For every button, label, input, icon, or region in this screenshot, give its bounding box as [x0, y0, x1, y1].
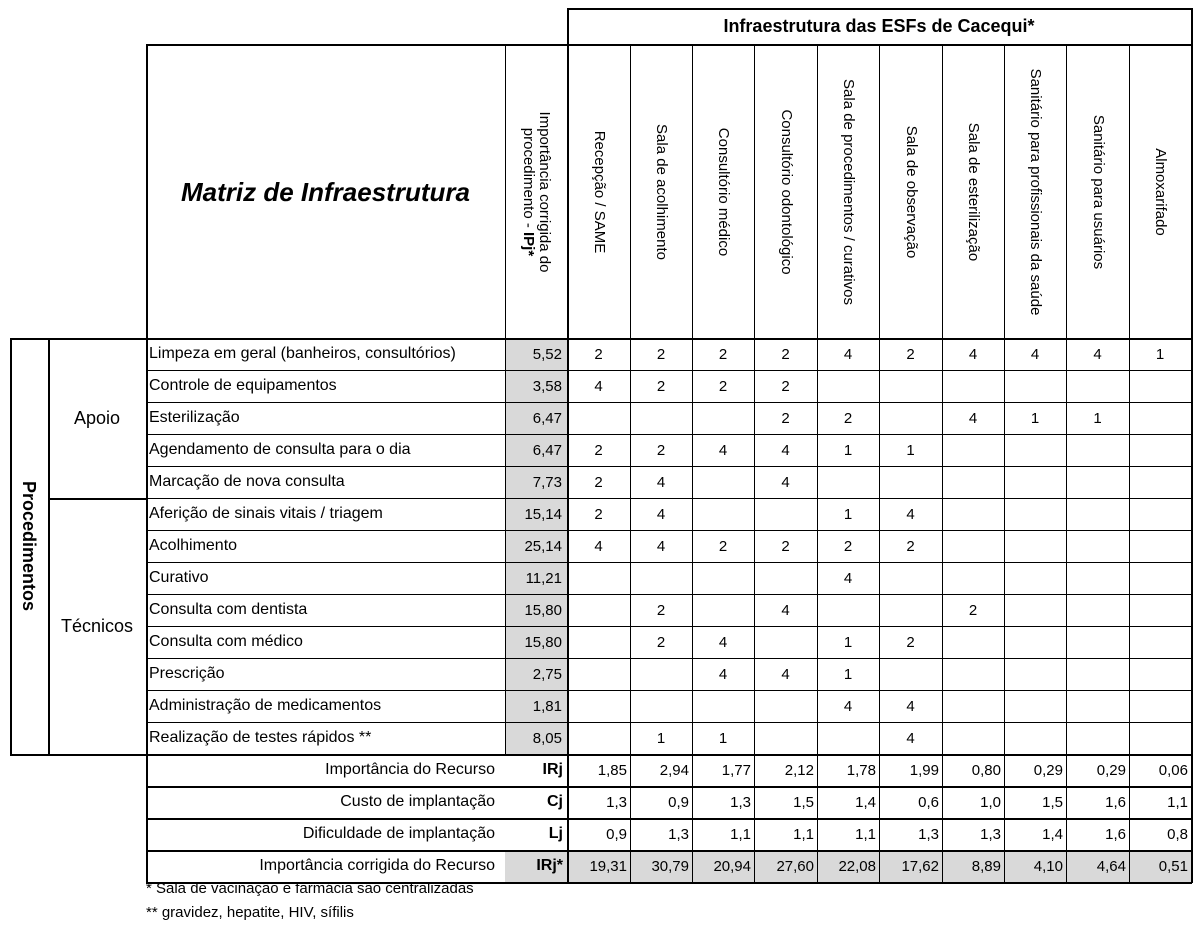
- grid-line: [146, 754, 148, 883]
- ipj-value: 5,52: [505, 338, 567, 370]
- summary-code: Cj: [547, 793, 563, 810]
- column-header-label: Sanitário para profissionais da saúde: [1027, 68, 1044, 316]
- summary-value: 1,0: [980, 793, 1001, 811]
- matrix-cell: [1129, 498, 1191, 530]
- matrix-cell: 4: [906, 697, 915, 715]
- matrix-cell: [630, 562, 692, 594]
- summary-value: 1,5: [793, 793, 814, 811]
- ipj-value: 8,05: [505, 722, 567, 754]
- matrix-cell: [1066, 594, 1129, 626]
- summary-value: 1,85: [597, 761, 627, 779]
- grid-line: [146, 594, 1191, 595]
- matrix-cell: [692, 498, 754, 530]
- matrix-cell: [567, 722, 630, 754]
- summary-value: 1,1: [1167, 793, 1188, 811]
- matrix-cell: [942, 722, 1004, 754]
- ipj-value: 15,80: [505, 626, 567, 658]
- column-header-label: Sala de procedimentos / curativos: [840, 79, 857, 305]
- procedure-label: Controle de equipamentos: [149, 377, 337, 394]
- matrix-cell: [1004, 658, 1066, 690]
- matrix-cell: [1066, 722, 1129, 754]
- matrix-cell: 4: [843, 345, 853, 363]
- matrix-cell: 4: [656, 505, 666, 523]
- grid-line: [146, 338, 148, 755]
- grid-line: [879, 338, 880, 755]
- summary-label: Importância corrigida do Recurso: [259, 857, 495, 874]
- grid-line: [567, 8, 569, 338]
- ipj-value: 15,80: [505, 594, 567, 626]
- matrix-cell: [942, 498, 1004, 530]
- matrix-cell: 2: [781, 345, 790, 363]
- matrix-cell: 2: [594, 505, 603, 523]
- grid-line: [48, 338, 50, 755]
- summary-value: 0,29: [1033, 761, 1063, 779]
- grid-line: [879, 44, 880, 338]
- matrix-cell: 1: [843, 441, 853, 459]
- ipj-value: 15,14: [505, 498, 567, 530]
- procedure-label: Marcação de nova consulta: [149, 473, 345, 490]
- matrix-cell: 4: [906, 505, 915, 523]
- matrix-cell: [942, 690, 1004, 722]
- matrix-cell: [754, 722, 817, 754]
- summary-value: 1,1: [793, 825, 814, 843]
- column-header-label: Sala de acolhimento: [653, 124, 670, 260]
- header-title: Infraestrutura das ESFs de Cacequi*: [723, 15, 1035, 36]
- matrix-cell: 4: [594, 537, 603, 555]
- summary-value: 2,94: [659, 761, 689, 779]
- matrix-cell: 2: [656, 601, 666, 619]
- matrix-cell: 2: [656, 345, 666, 363]
- summary-value: 1,6: [1105, 825, 1126, 843]
- matrix-cell: 1: [843, 633, 853, 651]
- grid-line: [692, 44, 693, 338]
- summary-value: 1,6: [1105, 793, 1126, 811]
- procedure-label: Acolhimento: [149, 537, 238, 554]
- column-header-8: [1066, 46, 1129, 338]
- summary-value: 19,31: [589, 857, 627, 875]
- column-header-label: Sanitário para usuários: [1089, 114, 1107, 270]
- matrix-cell: [1004, 370, 1066, 402]
- matrix-cell: [1004, 466, 1066, 498]
- summary-value: 1,1: [730, 825, 751, 843]
- grid-line: [1066, 338, 1067, 755]
- matrix-cell: 1: [843, 505, 853, 523]
- summary-value: 0,9: [668, 793, 689, 811]
- summary-value: 1,3: [980, 825, 1001, 843]
- summary-value: 0,06: [1158, 761, 1188, 779]
- matrix-cell: [1066, 466, 1129, 498]
- summary-value: 0,29: [1096, 761, 1126, 779]
- matrix-cell: 2: [594, 345, 603, 363]
- summary-value: 0,8: [1167, 825, 1188, 843]
- column-header-2: [692, 46, 754, 338]
- column-header-5: [879, 46, 942, 338]
- grid-line: [692, 754, 693, 883]
- summary-code: IRj*: [536, 857, 563, 874]
- matrix-cell: [1129, 722, 1191, 754]
- matrix-cell: 4: [718, 441, 728, 459]
- matrix-cell: [942, 626, 1004, 658]
- grid-line: [1066, 44, 1067, 338]
- ipj-value: 25,14: [505, 530, 567, 562]
- matrix-cell: [1066, 562, 1129, 594]
- matrix-cell: [1004, 562, 1066, 594]
- matrix-cell: 2: [656, 377, 666, 395]
- procedure-label: Administração de medicamentos: [149, 697, 382, 714]
- matrix-cell: 4: [1093, 345, 1102, 363]
- matrix-cell: 4: [656, 537, 666, 555]
- matrix-cell: 2: [594, 473, 603, 491]
- grid-line: [146, 402, 1191, 403]
- summary-code: IRj: [542, 761, 563, 778]
- matrix-cell: [692, 690, 754, 722]
- column-header-9: [1129, 46, 1191, 338]
- group-label-1: Técnicos: [60, 615, 134, 636]
- matrix-cell: 4: [781, 473, 790, 491]
- summary-value: 1,77: [721, 761, 751, 779]
- grid-line: [1129, 44, 1130, 338]
- matrix-cell: [1066, 658, 1129, 690]
- matrix-cell: 4: [968, 345, 978, 363]
- matrix-cell: [1066, 530, 1129, 562]
- grid-line: [754, 44, 755, 338]
- column-header-1: [630, 46, 692, 338]
- grid-line: [10, 338, 12, 755]
- matrix-cell: [1129, 562, 1191, 594]
- matrix-cell: [1004, 626, 1066, 658]
- matrix-cell: [817, 722, 879, 754]
- summary-value: 1,3: [918, 825, 939, 843]
- matrix-cell: [567, 594, 630, 626]
- grid-line: [1004, 754, 1005, 883]
- matrix-cell: [879, 658, 942, 690]
- procedure-label: Consulta com dentista: [149, 601, 308, 618]
- matrix-cell: 1: [656, 729, 666, 747]
- matrix-cell: 2: [843, 409, 853, 427]
- grid-line: [1004, 44, 1005, 338]
- grid-line: [879, 754, 880, 883]
- matrix-cell: 2: [906, 537, 915, 555]
- grid-line: [146, 850, 1191, 852]
- grid-line: [1191, 8, 1193, 338]
- column-header-4: [817, 46, 879, 338]
- summary-value: 0,6: [918, 793, 939, 811]
- matrix-cell: 2: [718, 377, 728, 395]
- procedimentos-side-label: [10, 338, 48, 754]
- grid-line: [146, 530, 1191, 531]
- grid-line: [146, 818, 1191, 820]
- summary-label: Dificuldade de implantação: [302, 825, 495, 842]
- grid-line: [567, 338, 569, 755]
- grid-line: [48, 498, 146, 500]
- matrix-cell: 4: [843, 569, 853, 587]
- ipj-header-code: IPj*: [520, 232, 537, 257]
- matrix-cell: [1129, 466, 1191, 498]
- matrix-cell: [692, 562, 754, 594]
- matrix-cell: [1066, 370, 1129, 402]
- summary-value: 1,4: [855, 793, 876, 811]
- matrix-cell: [754, 690, 817, 722]
- summary-value: 1,99: [909, 761, 939, 779]
- ipj-value: 3,58: [505, 370, 567, 402]
- matrix-cell: 2: [718, 345, 728, 363]
- procedimentos-label-text: Procedimentos: [19, 480, 39, 612]
- matrix-cell: [942, 562, 1004, 594]
- procedure-label: Curativo: [149, 569, 209, 586]
- matrix-cell: [1129, 690, 1191, 722]
- footnote-2: ** gravidez, hepatite, HIV, sífilis: [146, 904, 354, 921]
- matrix-cell: [1129, 594, 1191, 626]
- matrix-cell: 2: [906, 345, 915, 363]
- matrix-cell: 4: [656, 473, 666, 491]
- ipj-header: [505, 46, 567, 338]
- grid-line: [146, 722, 1191, 723]
- ipj-header-line2-text: procedimento -: [520, 127, 537, 233]
- matrix-cell: [1004, 498, 1066, 530]
- column-header-6: [942, 46, 1004, 338]
- grid-line: [630, 44, 631, 338]
- grid-line: [567, 754, 569, 883]
- matrix-cell: 1: [718, 729, 728, 747]
- matrix-cell: [817, 370, 879, 402]
- ipj-value: 1,81: [505, 690, 567, 722]
- ipj-header-text: [520, 112, 552, 273]
- procedure-label: Limpeza em geral (banheiros, consultórios): [149, 345, 456, 362]
- matrix-cell: [942, 530, 1004, 562]
- summary-value: 22,08: [838, 857, 876, 875]
- grid-line: [146, 44, 148, 338]
- matrix-cell: 1: [843, 665, 853, 683]
- summary-value: 1,1: [855, 825, 876, 843]
- grid-line: [754, 338, 755, 755]
- matrix-cell: [942, 466, 1004, 498]
- matrix-cell: [567, 402, 630, 434]
- grid-line: [630, 754, 631, 883]
- matrix-cell: [630, 690, 692, 722]
- matrix-cell: 4: [781, 601, 790, 619]
- summary-value: 0,80: [971, 761, 1001, 779]
- grid-line: [817, 754, 818, 883]
- ipj-value: 6,47: [505, 434, 567, 466]
- matrix-cell: [567, 626, 630, 658]
- grid-line: [146, 44, 567, 46]
- matrix-cell: 4: [718, 665, 728, 683]
- matrix-cell: 2: [906, 633, 915, 651]
- matrix-cell: [1129, 370, 1191, 402]
- procedure-label: Aferição de sinais vitais / triagem: [149, 505, 383, 522]
- matrix-cell: [1004, 594, 1066, 626]
- ipj-value: 11,21: [505, 562, 567, 594]
- matrix-cell: [879, 402, 942, 434]
- column-header-label: Sala de observação: [902, 125, 920, 259]
- procedure-label: Esterilização: [149, 409, 240, 426]
- matrix-cell: 1: [906, 441, 915, 459]
- matrix-cell: 2: [656, 441, 666, 459]
- grid-line: [146, 498, 1191, 499]
- matrix-cell: 2: [843, 537, 853, 555]
- matrix-cell: [1066, 498, 1129, 530]
- grid-line: [817, 44, 818, 338]
- matrix-cell: [817, 466, 879, 498]
- grid-line: [1129, 754, 1130, 883]
- matrix-cell: [1129, 434, 1191, 466]
- column-header-label: Almoxarifado: [1152, 148, 1169, 236]
- grid-line: [1066, 754, 1067, 883]
- matrix-cell: [1129, 402, 1191, 434]
- matrix-cell: [567, 658, 630, 690]
- grid-line: [817, 338, 818, 755]
- matrix-cell: 4: [594, 377, 603, 395]
- ipj-header-line1: Importância corrigida do: [536, 111, 553, 273]
- matrix-cell: [879, 562, 942, 594]
- summary-value: 0,51: [1158, 857, 1188, 875]
- grid-line: [146, 434, 1191, 435]
- ipj-value: 7,73: [505, 466, 567, 498]
- summary-value: 1,3: [668, 825, 689, 843]
- procedure-label: Prescrição: [149, 665, 225, 682]
- matrix-cell: [942, 434, 1004, 466]
- matrix-cell: [567, 690, 630, 722]
- grid-line: [942, 338, 943, 755]
- matrix-cell: [567, 562, 630, 594]
- grid-line: [146, 786, 1191, 788]
- summary-value: 8,89: [971, 857, 1001, 875]
- summary-value: 1,3: [606, 793, 627, 811]
- matrix-cell: 2: [968, 601, 978, 619]
- matrix-cell: 1: [1030, 409, 1040, 427]
- matrix-cell: 1: [1093, 409, 1102, 427]
- grid-line: [10, 338, 1192, 340]
- grid-line: [146, 658, 1191, 659]
- matrix-cell: [630, 658, 692, 690]
- matrix-cell: 4: [781, 441, 790, 459]
- matrix-cell: [942, 370, 1004, 402]
- matrix-cell: [1066, 626, 1129, 658]
- matrix-cell: [1129, 658, 1191, 690]
- grid-line: [146, 466, 1191, 467]
- matrix-cell: 4: [906, 729, 915, 747]
- matrix-cell: [754, 498, 817, 530]
- summary-value: 30,79: [651, 857, 689, 875]
- summary-value: 1,5: [1042, 793, 1063, 811]
- column-header-label: Consultório odontológico: [777, 109, 795, 275]
- matrix-cell: 4: [1030, 345, 1040, 363]
- matrix-cell: [1129, 530, 1191, 562]
- grid-line: [630, 338, 631, 755]
- matrix-cell: 2: [781, 409, 790, 427]
- matrix-cell: 4: [781, 665, 790, 683]
- matrix-cell: 2: [781, 537, 790, 555]
- grid-line: [692, 338, 693, 755]
- grid-line: [942, 44, 943, 338]
- matrix-cell: [754, 626, 817, 658]
- ipj-value: 6,47: [505, 402, 567, 434]
- matrix-cell: [1004, 690, 1066, 722]
- summary-label: Custo de implantação: [340, 793, 495, 810]
- summary-value: 4,10: [1033, 857, 1063, 875]
- grid-line: [1191, 754, 1193, 883]
- matrix-cell: [879, 370, 942, 402]
- ipj-value: 2,75: [505, 658, 567, 690]
- summary-value: 20,94: [713, 857, 751, 875]
- summary-label: Importância do Recurso: [325, 761, 495, 778]
- procedure-label: Agendamento de consulta para o dia: [149, 441, 411, 458]
- summary-value: 1,4: [1042, 825, 1063, 843]
- summary-value: 2,12: [784, 761, 814, 779]
- matrix-cell: 1: [1155, 345, 1165, 363]
- column-header-0: [567, 46, 630, 338]
- matrix-cell: [692, 466, 754, 498]
- matrix-cell: 2: [781, 377, 790, 395]
- column-header-label: Recepção / SAME: [590, 130, 608, 254]
- matrix-cell: [879, 466, 942, 498]
- grid-line: [505, 338, 506, 755]
- column-header-3: [754, 46, 817, 338]
- grid-line: [146, 370, 1191, 371]
- matrix-cell: 4: [718, 633, 728, 651]
- matrix-cell: [942, 658, 1004, 690]
- column-header-label: Sala de esterilização: [965, 122, 982, 262]
- summary-value: 1,78: [846, 761, 876, 779]
- procedure-label: Consulta com médico: [149, 633, 303, 650]
- summary-value: 4,64: [1096, 857, 1126, 875]
- grid-line: [1004, 338, 1005, 755]
- summary-code: Lj: [548, 825, 563, 842]
- group-label-0: Apoio: [73, 407, 121, 428]
- ipj-header-line2: [520, 112, 536, 273]
- column-header-label: Consultório médico: [715, 127, 732, 257]
- procedure-label: Realização de testes rápidos **: [149, 729, 372, 746]
- matrix-cell: 2: [656, 633, 666, 651]
- matrix-cell: 2: [718, 537, 728, 555]
- matrix-cell: [692, 594, 754, 626]
- matrix-cell: 2: [594, 441, 603, 459]
- summary-value: 1,3: [730, 793, 751, 811]
- grid-line: [1129, 338, 1130, 755]
- matrix-cell: [1066, 434, 1129, 466]
- grid-line: [505, 44, 506, 338]
- matrix-cell: [630, 402, 692, 434]
- grid-line: [146, 626, 1191, 627]
- column-header-7: [1004, 46, 1066, 338]
- matrix-cell: [692, 402, 754, 434]
- matrix-cell: [817, 594, 879, 626]
- grid-line: [146, 690, 1191, 691]
- matrix-cell: 4: [968, 409, 978, 427]
- summary-value: 0,9: [606, 825, 627, 843]
- matrix-cell: 4: [843, 697, 853, 715]
- matrix-cell: [1129, 626, 1191, 658]
- grid-line: [1191, 338, 1193, 755]
- matrix-cell: [1004, 434, 1066, 466]
- summary-value: 27,60: [776, 857, 814, 875]
- matrix-cell: [1004, 722, 1066, 754]
- matrix-title: Matriz de Infraestrutura: [181, 176, 470, 207]
- grid-line: [146, 754, 1192, 756]
- grid-line: [146, 562, 1191, 563]
- summary-value: 17,62: [901, 857, 939, 875]
- matrix-cell: [1004, 530, 1066, 562]
- grid-line: [942, 754, 943, 883]
- footnote-1: * Sala de vacinação e farmácia são centralizadas: [146, 880, 474, 897]
- matrix-cell: [754, 562, 817, 594]
- grid-line: [754, 754, 755, 883]
- grid-line: [567, 8, 1192, 10]
- matrix-cell: [1066, 690, 1129, 722]
- matrix-cell: [879, 594, 942, 626]
